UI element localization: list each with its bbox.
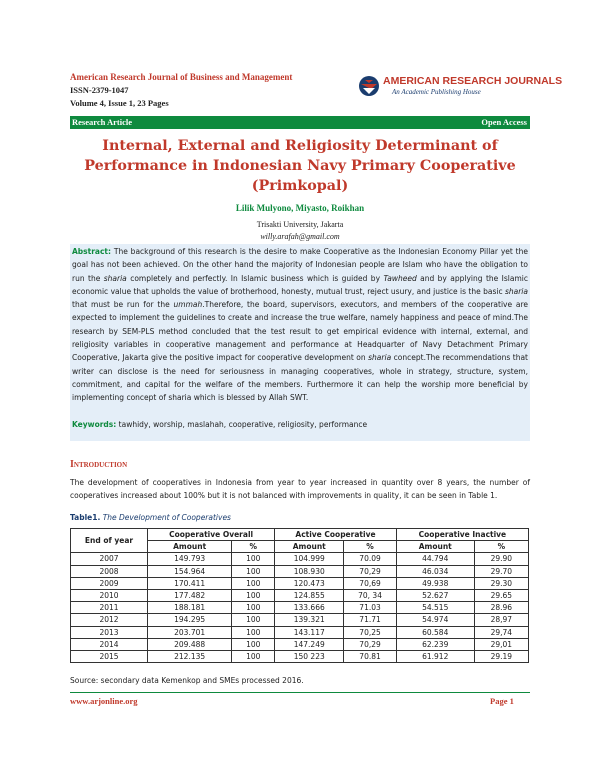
table-cell: 100 (232, 626, 275, 638)
header-amount: Amount (148, 541, 232, 553)
header-amount: Amount (275, 541, 344, 553)
table-cell: 29.65 (474, 589, 528, 601)
article-type: Research Article (72, 117, 133, 127)
abstract-term: sharia (368, 353, 392, 363)
author-affiliation: Trisakti University, Jakarta (256, 220, 344, 229)
table-cell: 28.96 (474, 602, 528, 614)
table-row (71, 565, 529, 577)
abstract-term: sharia (103, 273, 127, 283)
introduction-text: The development of cooperatives in Indonesia from year to year increased in quantity over 8 years, the number of cooperatives increased about 100% but it is not balanced with improvements in quality, it can be seen in Table 1. (70, 478, 530, 501)
table-cell: 2007 (71, 553, 148, 565)
table-cell: 194.295 (148, 614, 232, 626)
table-cell: 60.584 (396, 626, 474, 638)
table-cell: 124.855 (275, 589, 344, 601)
abstract-term: Tawheed (383, 273, 417, 283)
table-cell: 120.473 (275, 577, 344, 589)
table-cell: 154.964 (148, 565, 232, 577)
table-cell: 150 223 (275, 650, 344, 662)
keywords-text: tawhidy, worship, maslahah, cooperative, religiosity, performance (116, 420, 368, 429)
header-percent: % (232, 541, 275, 553)
keywords-label: Keywords: (72, 420, 117, 429)
author-email: willy.arafah@gmail.com (260, 232, 340, 241)
table-row (71, 626, 529, 638)
table-cell: 44.794 (396, 553, 474, 565)
table-cell: 28,97 (474, 614, 528, 626)
table-cell: 49.938 (396, 577, 474, 589)
table-cell: 212.135 (148, 650, 232, 662)
publisher-tagline: An Academic Publishing House (392, 88, 481, 96)
table-cell: 139.321 (275, 614, 344, 626)
abstract-text (72, 245, 528, 405)
table-cell: 71.03 (344, 602, 396, 614)
table-row (71, 638, 529, 650)
article-banner (70, 116, 530, 129)
article-authors: Lilik Mulyono, Miyasto, Roikhan (235, 203, 365, 213)
table-cell: 2011 (71, 602, 148, 614)
abstract-term: sharia (504, 286, 528, 296)
abstract-part: that must be run for the (72, 300, 174, 310)
abstract-part: completely and perfectly. In Islamic business which is guided by (126, 273, 384, 283)
table-cell: 29.19 (474, 650, 528, 662)
table-row (71, 577, 529, 589)
table-cell: 29,01 (474, 638, 528, 650)
footer-divider (70, 692, 530, 693)
table-cell: 61.912 (396, 650, 474, 662)
header-overall: Cooperative Overall (148, 529, 275, 541)
journal-name: American Research Journal of Business and Management (70, 72, 293, 82)
table-cell: 29.90 (474, 553, 528, 565)
table-cell: 100 (232, 577, 275, 589)
keywords (72, 420, 528, 429)
table-name: The Development of Cooperatives (100, 513, 231, 522)
issn: ISSN-2379-1047 (70, 85, 129, 95)
table-number: Table1. (70, 513, 101, 522)
publisher-logo-text: AMERICAN RESEARCH JOURNALS (383, 75, 563, 87)
table-cell: 70.09 (344, 553, 396, 565)
table-cell: 2012 (71, 614, 148, 626)
table-cell: 100 (232, 589, 275, 601)
table-cell: 100 (232, 650, 275, 662)
footer-url[interactable]: www.arjonline.org (70, 696, 138, 706)
table-cell: 133.666 (275, 602, 344, 614)
table-cell: 54.515 (396, 602, 474, 614)
table-source: Source: secondary data Kemenkop and SMEs processed 2016. (70, 676, 304, 685)
table-cell: 70,25 (344, 626, 396, 638)
table-cell: 70.81 (344, 650, 396, 662)
abstract-part: .Therefore, the board, supervisors, executors, and members of the cooperative are expected to implement the guidelines to create and increase the true welfare, namely happiness and peace of mind.The research by SEM-PLS method concluded that the test result to get empirical evidence with internal, external, and religiosity variables in cooperative management and performance at Headquarter of Navy Detachment Primary Cooperative, Jakarta give the positive impact for cooperative development on (72, 300, 529, 363)
introduction-heading: Introduction (70, 459, 128, 470)
publisher-logo-icon (357, 74, 381, 98)
table-cell: 71.71 (344, 614, 396, 626)
table-cell: 104.999 (275, 553, 344, 565)
table-cell: 149.793 (148, 553, 232, 565)
abstract-term: ummah (173, 300, 203, 310)
table-cell: 203.701 (148, 626, 232, 638)
table-cell: 2009 (71, 577, 148, 589)
table-cell: 100 (232, 614, 275, 626)
table-cell: 100 (232, 565, 275, 577)
table-cell: 29.30 (474, 577, 528, 589)
table-cell: 147.249 (275, 638, 344, 650)
abstract-part: concept.The recommendations that writer can disclose is the need for seriousness in managing cooperatives, whole in strategy, structure, system, commitment, and capital for the welfare of the members. Furthermore it can help the worship more beneficial by implementing concept of sharia which is blessed by Allah SWT. (72, 353, 528, 403)
access-type: Open Access (481, 117, 527, 127)
header-amount: Amount (396, 541, 474, 553)
table-cell: 2013 (71, 626, 148, 638)
header-active: Active Cooperative (275, 529, 397, 541)
table-cell: 100 (232, 638, 275, 650)
table-cell: 2008 (71, 565, 148, 577)
table-row (71, 553, 529, 565)
table-cell: 46.034 (396, 565, 474, 577)
table-cell: 2014 (71, 638, 148, 650)
header-inactive: Cooperative Inactive (396, 529, 528, 541)
table-cell: 2015 (71, 650, 148, 662)
table-cell: 2010 (71, 589, 148, 601)
table-cell: 70,69 (344, 577, 396, 589)
abstract-part: and by applying the Islamic economic value that upholds the value of brotherhood, honesty, mutual trust, reject usury, and justice is the basic (72, 273, 528, 296)
table-cell: 209.488 (148, 638, 232, 650)
table-cell: 143.117 (275, 626, 344, 638)
page-number: Page 1 (490, 696, 514, 706)
table-cell: 70,29 (344, 565, 396, 577)
table-caption (70, 513, 231, 522)
table-row (71, 602, 529, 614)
table-body (71, 553, 529, 663)
table-cell: 108.930 (275, 565, 344, 577)
table-cell: 52.627 (396, 589, 474, 601)
volume-info: Volume 4, Issue 1, 23 Pages (70, 98, 169, 108)
article-title: Internal, External and Religiosity Determinant of Performance in Indonesian Navy Primary Cooperative (Primkopal) (84, 138, 516, 194)
header-percent: % (344, 541, 396, 553)
table-cell: 170.411 (148, 577, 232, 589)
table-cell: 70,29 (344, 638, 396, 650)
table-row (71, 614, 529, 626)
table-cell: 100 (232, 553, 275, 565)
table-row (71, 589, 529, 601)
header-year: End of year (71, 529, 148, 553)
abstract-part: The background of this research is the desire to make Cooperative as the Indonesian Economy Pillar yet the goal has not been achieved. On the other hand the majority of Indonesian people are Islam who have the obligation to run the (72, 247, 528, 283)
table-cell: 29,74 (474, 626, 528, 638)
table-cell: 177.482 (148, 589, 232, 601)
header-percent: % (474, 541, 528, 553)
abstract-label: Abstract: (72, 247, 112, 256)
table-row (71, 650, 529, 662)
cooperatives-table (70, 528, 529, 663)
table-cell: 54.974 (396, 614, 474, 626)
table-cell: 29.70 (474, 565, 528, 577)
table-cell: 70, 34 (344, 589, 396, 601)
table-cell: 62.239 (396, 638, 474, 650)
table-cell: 100 (232, 602, 275, 614)
table-cell: 188.181 (148, 602, 232, 614)
